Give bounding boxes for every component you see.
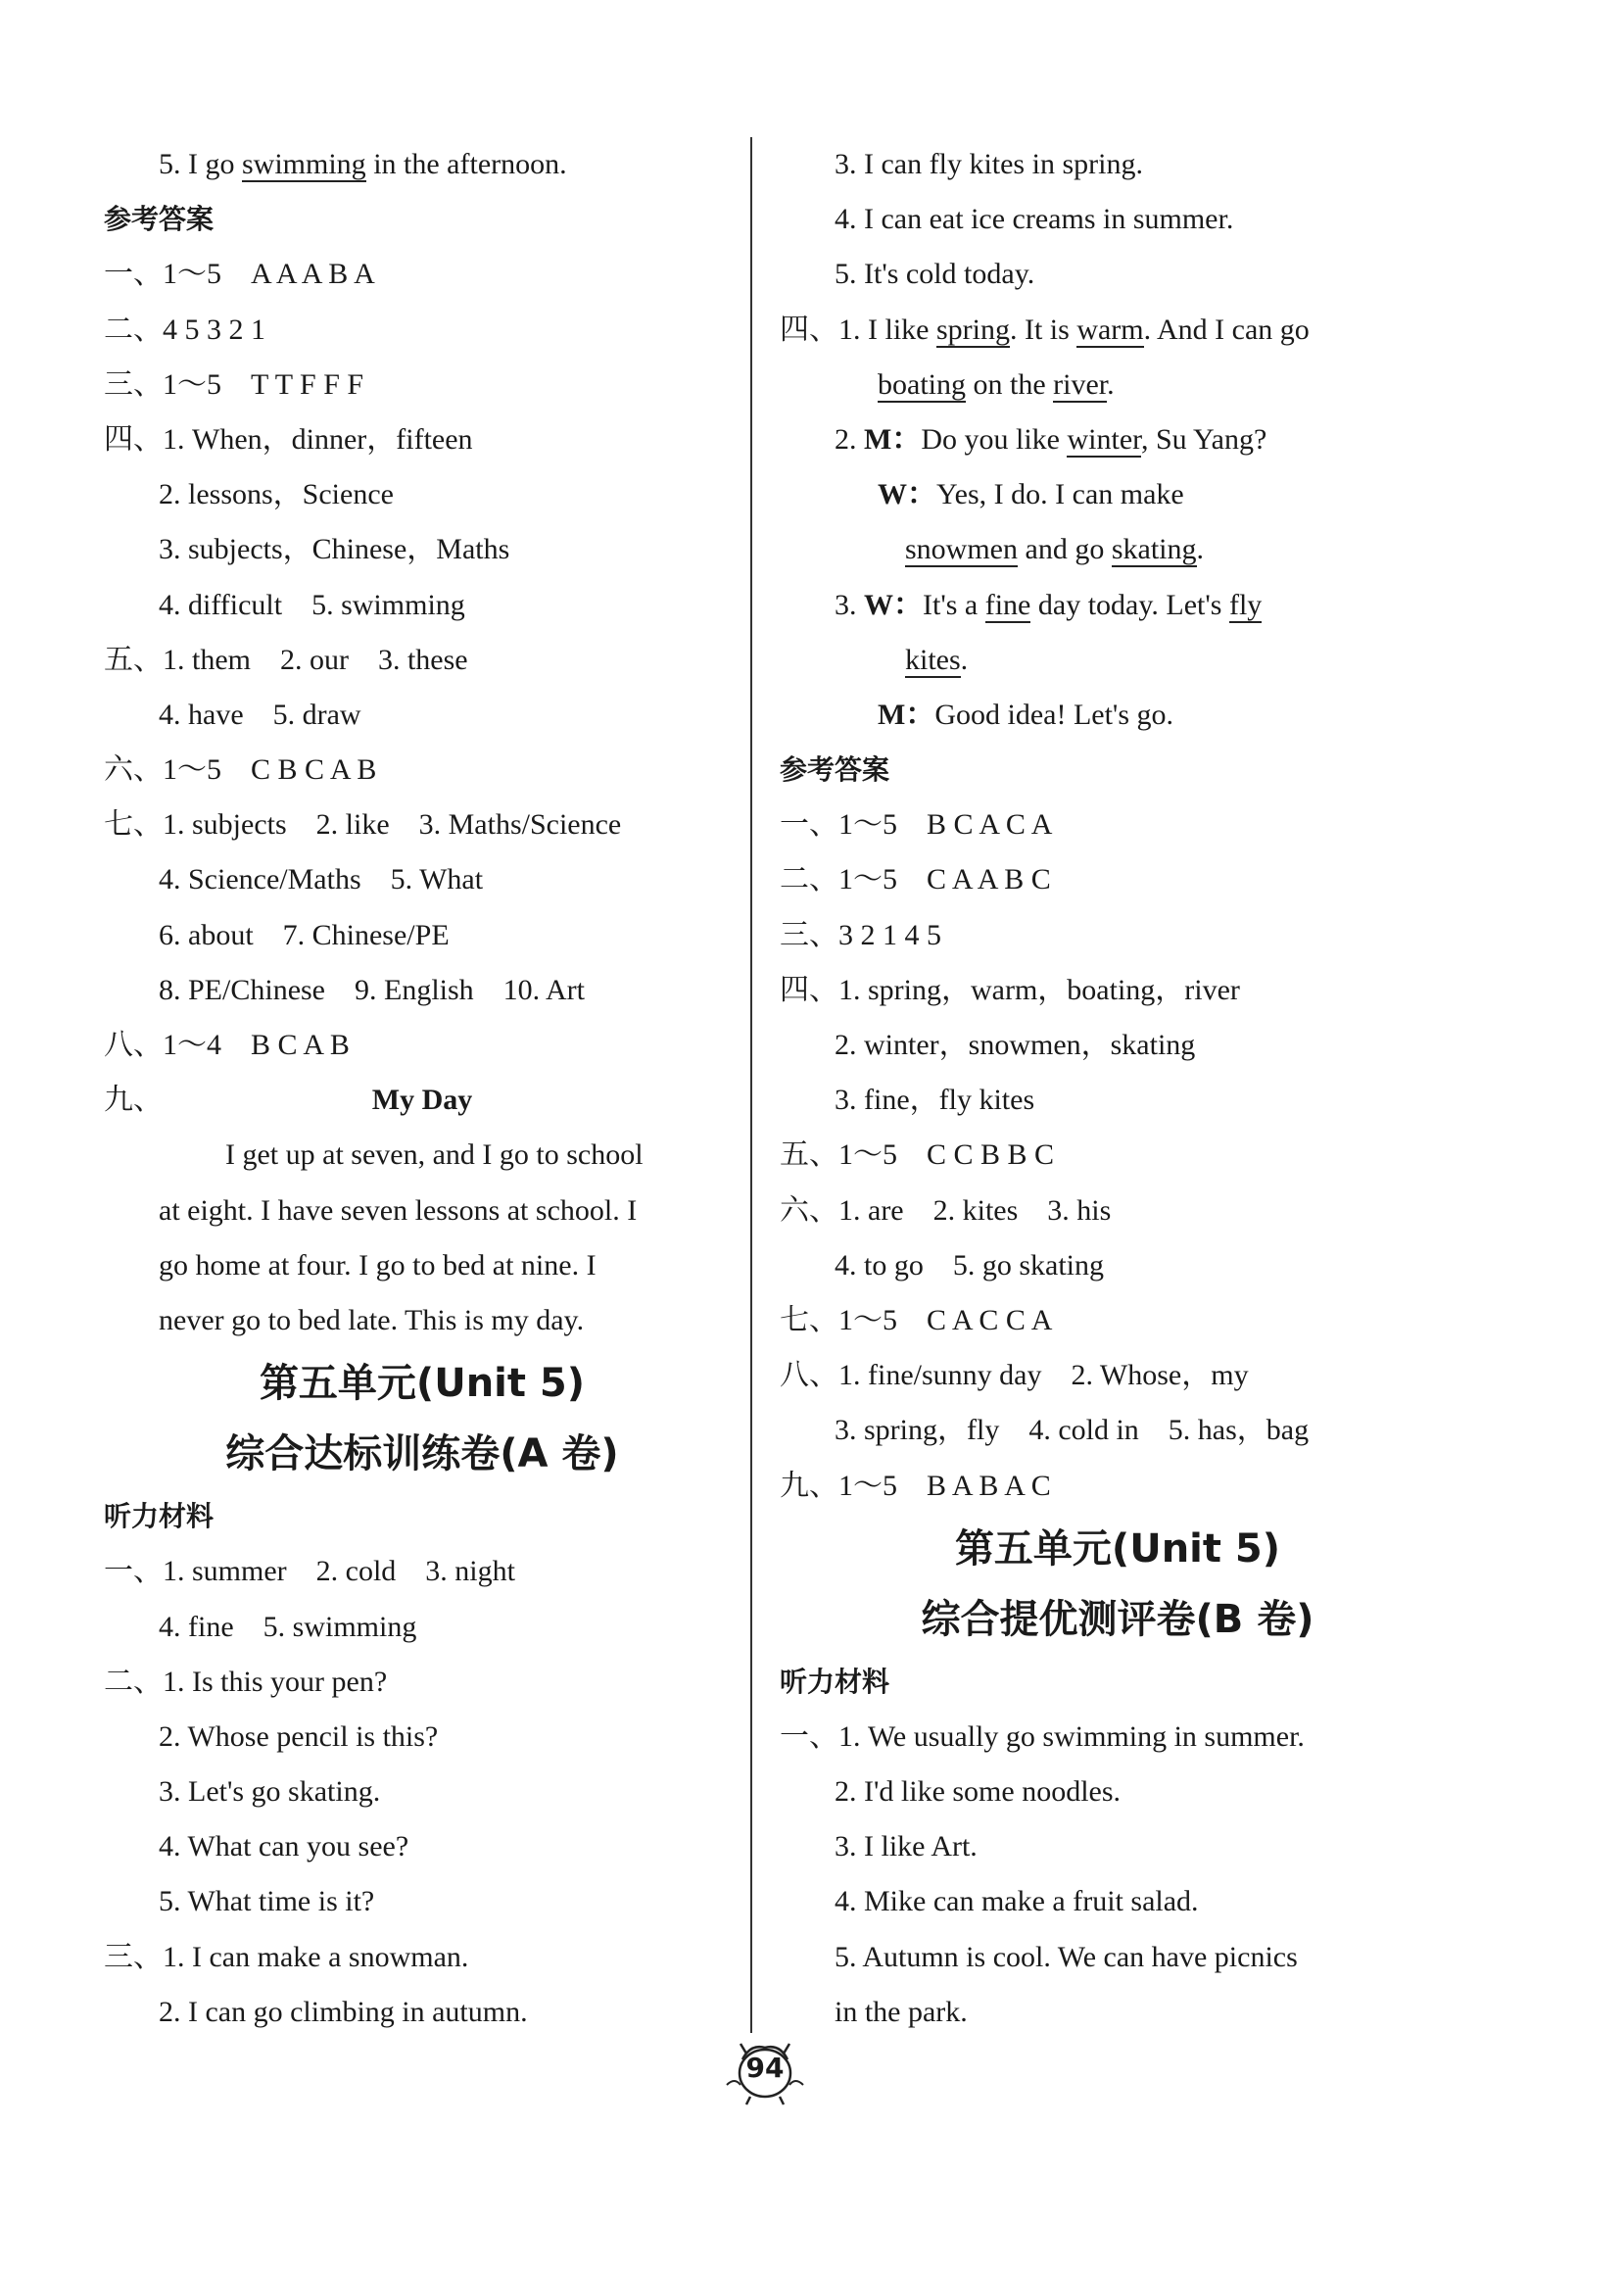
speaker-label: M：	[878, 698, 935, 731]
answer-line: 七、1. subjects 2. like 3. Maths/Science	[104, 808, 622, 842]
answer-line: 九、 My Day	[104, 1073, 740, 1128]
listening-heading: 听力材料	[780, 1665, 890, 1698]
listening-line: 3. I like Art.	[835, 1830, 978, 1863]
listening-heading: 听力材料	[104, 1500, 215, 1533]
unit-subtitle: 综合达标训练卷(A 卷)	[225, 1431, 619, 1477]
listening-line: 3. Let's go skating.	[159, 1775, 381, 1809]
answer-line: 3. spring，fly 4. cold in 5. has，bag	[835, 1414, 1310, 1447]
answer-line: 八、1～4 B C A B	[104, 1029, 350, 1061]
listening-line: M：Good idea! Let's go.	[878, 698, 1174, 731]
unit-title: 第五单元(Unit 5)	[954, 1525, 1281, 1572]
listening-line: 3. W：It's a fine day today. Let's fly	[835, 588, 1263, 621]
answer-line: 4. have 5. draw	[159, 698, 361, 731]
text-line: 5. I go swimming in the afternoon.	[159, 148, 567, 180]
page-number: 94	[745, 2052, 785, 2084]
underlined-word: snowmen	[905, 533, 1018, 566]
answer-line: 2. lessons，Science	[159, 478, 394, 511]
listening-line: 2. I'd like some noodles.	[835, 1775, 1122, 1809]
right-column	[780, 137, 1456, 2040]
essay-title: My Day	[371, 1084, 473, 1117]
listening-line: 4. Mike can make a fruit salad.	[835, 1885, 1199, 1918]
answer-heading: 参考答案	[780, 753, 890, 787]
listening-line: 2. M：Do you like winter, Su Yang?	[835, 422, 1267, 456]
answer-line: 2. winter，snowmen，skating	[835, 1029, 1196, 1061]
answer-line: 六、1～5 C B C A B	[104, 753, 377, 787]
left-column	[104, 137, 740, 2040]
listening-line: 5. Autumn is cool. We can have picnics	[835, 1940, 1298, 1973]
listening-line: 四、1. I like spring. It is warm. And I can go	[780, 313, 1310, 346]
answer-line: 8. PE/Chinese 9. English 10. Art	[159, 973, 585, 1006]
answer-line: 一、1～5 B C A C A	[780, 808, 1053, 842]
page-number-badge	[721, 2038, 809, 2106]
underlined-word: winter	[1067, 422, 1141, 456]
answer-line: 3. fine，fly kites	[835, 1084, 1035, 1117]
listening-line: 4. fine 5. swimming	[159, 1610, 417, 1643]
listening-line: 一、1. We usually go swimming in summer.	[780, 1719, 1305, 1753]
essay-line: I get up at seven, and I go to school	[225, 1138, 644, 1172]
listening-line: 三、1. I can make a snowman.	[104, 1940, 469, 1973]
listening-line: kites.	[905, 643, 969, 676]
listening-line: 5. It's cold today.	[835, 258, 1035, 291]
listening-line: in the park.	[835, 1995, 968, 2028]
answer-line: 四、1. When，dinner，fifteen	[104, 422, 473, 456]
speaker-label: W：	[864, 588, 923, 621]
answer-line: 三、3 2 1 4 5	[780, 918, 941, 951]
column-divider	[750, 137, 752, 2033]
answer-line: 九、1～5 B A B A C	[780, 1469, 1051, 1502]
answer-line: 二、4 5 3 2 1	[104, 313, 265, 346]
answer-line: 4. Science/Maths 5. What	[159, 863, 484, 896]
listening-line: snowmen and go skating.	[905, 533, 1204, 566]
underlined-word: fine	[984, 588, 1031, 621]
listening-line: 3. I can fly kites in spring.	[835, 148, 1143, 180]
listening-line: W：Yes, I do. I can make	[878, 478, 1184, 511]
listening-line: 4. What can you see?	[159, 1830, 409, 1863]
listening-line: 2. Whose pencil is this?	[159, 1719, 439, 1753]
listening-line: 一、1. summer 2. cold 3. night	[104, 1555, 515, 1588]
essay-line: at eight. I have seven lessons at school. I	[159, 1193, 638, 1227]
listening-line: 4. I can eat ice creams in summer.	[835, 203, 1234, 236]
speaker-label: W：	[878, 478, 936, 511]
unit-subtitle: 综合提优测评卷(B 卷)	[921, 1596, 1314, 1642]
listening-line: 5. What time is it?	[159, 1885, 375, 1918]
listening-line: boating on the river.	[878, 367, 1115, 401]
answer-heading: 参考答案	[104, 203, 215, 236]
answer-line: 六、1. are 2. kites 3. his	[780, 1193, 1112, 1227]
underlined-word: river	[1053, 367, 1108, 401]
listening-line: 二、1. Is this your pen?	[104, 1665, 388, 1698]
underlined-word: fly	[1228, 588, 1263, 621]
answer-line: 八、1. fine/sunny day 2. Whose，my	[780, 1359, 1249, 1392]
answer-line: 4. to go 5. go skating	[835, 1248, 1104, 1282]
answer-line: 五、1～5 C C B B C	[780, 1138, 1055, 1172]
essay-line: never go to bed late. This is my day.	[159, 1303, 585, 1336]
unit-title: 第五单元(Unit 5)	[259, 1361, 586, 1407]
underlined-word: kites	[905, 643, 961, 676]
answer-line: 3. subjects，Chinese，Maths	[159, 533, 510, 566]
answer-line: 二、1～5 C A A B C	[780, 863, 1051, 896]
answer-line: 6. about 7. Chinese/PE	[159, 918, 450, 951]
listening-line: 2. I can go climbing in autumn.	[159, 1995, 528, 2028]
essay-line: go home at four. I go to bed at nine. I	[159, 1248, 597, 1282]
underlined-word: warm	[1076, 313, 1144, 346]
underlined-word: boating	[878, 367, 966, 401]
underlined-word: swimming	[242, 148, 366, 180]
answer-line: 4. difficult 5. swimming	[159, 588, 465, 621]
speaker-label: M：	[864, 422, 922, 456]
underlined-word: spring	[935, 313, 1010, 346]
answer-line: 七、1～5 C A C C A	[780, 1303, 1053, 1336]
answer-line: 五、1. them 2. our 3. these	[104, 643, 468, 676]
answer-line: 四、1. spring，warm，boating，river	[780, 973, 1240, 1006]
answer-line: 三、1～5 T T F F F	[104, 367, 364, 401]
answer-line: 一、1～5 A A A B A	[104, 258, 375, 291]
underlined-word: skating	[1111, 533, 1197, 566]
